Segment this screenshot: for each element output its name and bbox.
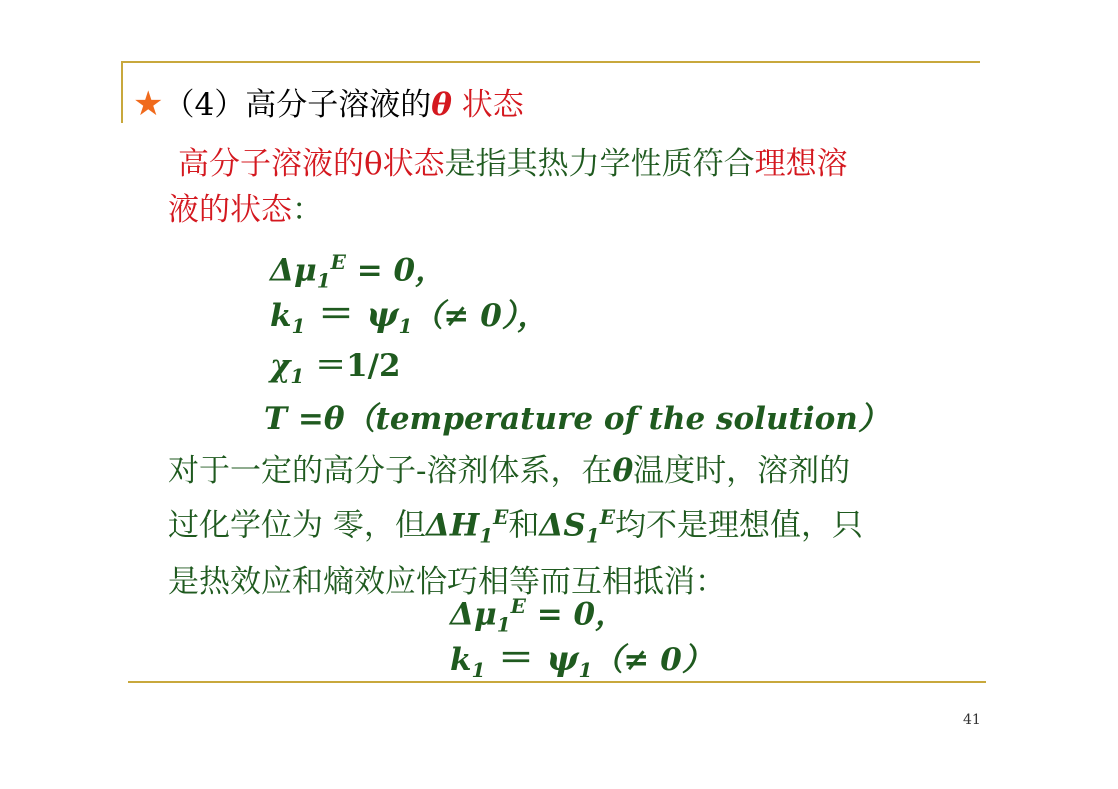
mid-and: 和 [508, 507, 540, 544]
eq3-sub: 1 [290, 364, 305, 389]
mid-line1: 对于一定的高分子-溶剂体系，在 [168, 453, 613, 489]
eq6-equals: ＝ [485, 637, 547, 679]
page-number: 41 [963, 712, 981, 728]
formula-k-psi-repeat [450, 636, 713, 692]
eq2-tail: （≠ 0）， [412, 298, 549, 334]
mid-delta-s-sup: E [599, 505, 615, 529]
mid-delta-s-sub: 1 [585, 523, 600, 548]
mid-line3: 是热效应和熵效应恰巧相等而互相抵消： [168, 563, 726, 600]
intro-middle: 是指其热力学性质符合 [444, 146, 755, 182]
title-theta: θ [431, 87, 452, 123]
intro-red-part: 高分子溶液的θ状态 [178, 146, 445, 182]
eq3-tail: ＝1/2 [304, 348, 401, 384]
eq1-rhs: = 0， [345, 252, 447, 289]
eq2-k: k [270, 298, 292, 334]
eq5-lhs: Δμ [450, 596, 497, 633]
mid-delta-s: ΔS [539, 507, 586, 544]
eq5-sup: E [510, 594, 526, 618]
eq2-psi-sub: 1 [398, 314, 413, 339]
eq2-k-sub: 1 [291, 314, 306, 339]
eq1-lhs: Δμ [270, 252, 317, 289]
intro-paragraph [168, 141, 848, 233]
explanation-paragraph [168, 448, 863, 605]
eq1-sup: E [330, 250, 346, 274]
eq5-rhs: = 0， [525, 596, 627, 633]
mid-delta-h-sub: 1 [479, 523, 494, 548]
eq5-sub: 1 [496, 612, 511, 637]
mid-delta-h-sup: E [493, 505, 509, 529]
title-prefix: （4）高分子溶液的 [163, 87, 432, 123]
formula-chi [270, 344, 401, 398]
title-suffix: 状态 [451, 87, 524, 123]
intro-colon: ： [292, 192, 323, 228]
eq6-k: k [450, 642, 472, 678]
star-icon: ★ [133, 84, 164, 124]
formula-k-psi [270, 292, 548, 348]
mid-line2-a: 过化学位为 零，但 [168, 507, 426, 544]
slide-title [133, 82, 524, 126]
top-rule [123, 61, 980, 63]
left-rule [121, 61, 123, 123]
intro-red-tail1: 理想溶 [754, 146, 848, 182]
mid-line1-end: 温度时，溶剂的 [633, 453, 851, 489]
formula-temperature [264, 397, 889, 441]
eq6-psi-sub: 1 [578, 658, 593, 683]
mid-delta-h: ΔH [425, 507, 480, 544]
intro-red-tail2: 液的状态 [168, 192, 292, 228]
eq2-psi: ψ [366, 295, 399, 335]
eq6-tail: （≠ 0） [592, 642, 713, 678]
eq3-chi: χ [270, 348, 291, 384]
mid-line1-theta: θ [612, 453, 634, 489]
eq4-text: T =θ（temperature of the solution） [264, 401, 889, 437]
mid-line2-end: 均不是理想值，只 [615, 507, 863, 544]
eq6-psi: ψ [546, 639, 579, 679]
eq2-equals: ＝ [305, 293, 367, 335]
eq1-sub: 1 [316, 268, 331, 293]
eq6-k-sub: 1 [471, 658, 486, 683]
